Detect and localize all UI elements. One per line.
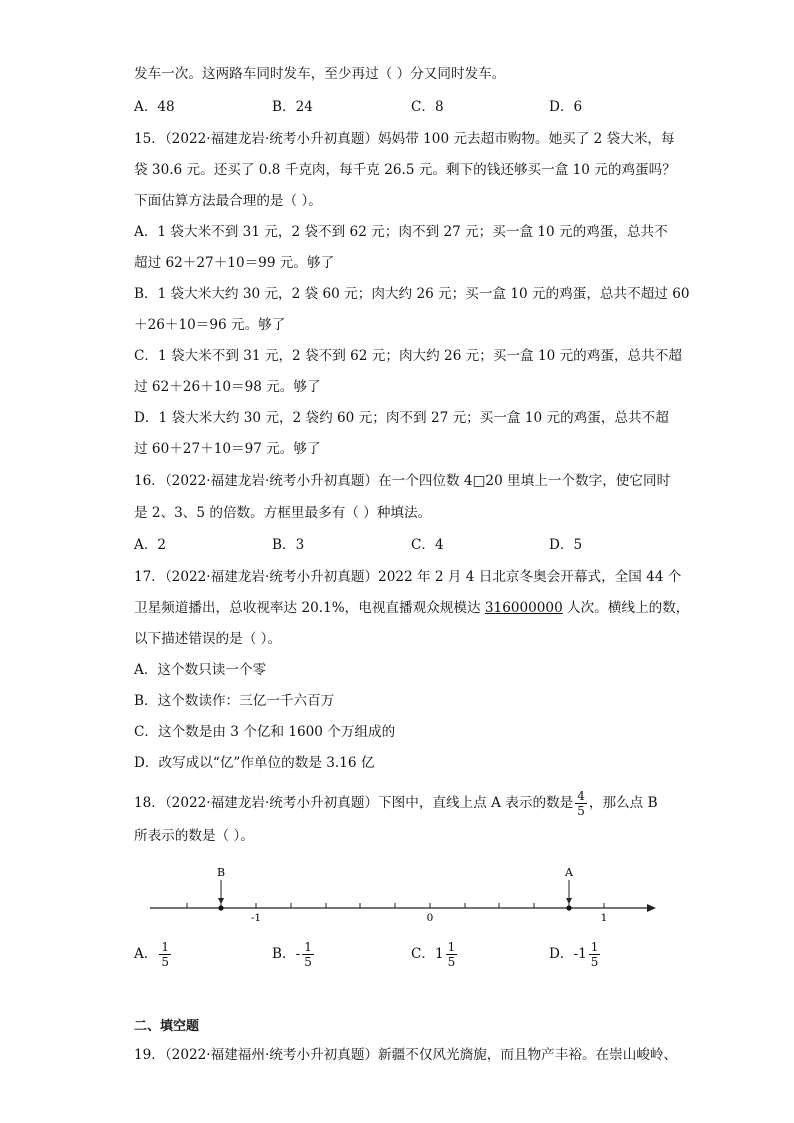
q17-text-line3: 以下描述错误的是（ ）。	[134, 631, 282, 647]
q18-text-line2: 所表示的数是（ ）。	[134, 828, 254, 844]
q17-option-b: B．这个数读作：三亿一千六百万	[134, 693, 335, 709]
q15-text-line1: 15．（2022·福建龙岩·统考小升初真题）妈妈带 100 元去超市购物。她买了 2 袋大米，每	[134, 131, 675, 147]
q15-text-line2: 袋 30.6 元。还买了 0.8 千克肉，每千克 26.5 元。剩下的钱还够买一盒 10 元的鸡蛋吗？	[134, 162, 676, 178]
q15-text-line3: 下面估算方法最合理的是（ ）。	[134, 193, 322, 209]
q17-option-d: D．改写成以“亿”作单位的数是 3.16 亿	[134, 755, 375, 771]
q14-option-c: C．8	[411, 99, 444, 115]
q15-option-c-line1: C．1 袋大米不到 31 元，2 袋不到 62 元；肉大约 26 元；买一盒 10 元的鸡蛋，总共不超	[134, 348, 682, 364]
q16-text-line2: 是 2、3、5 的倍数。方框里最多有（ ）种填法。	[134, 505, 432, 521]
point-b-arrowhead	[218, 898, 224, 904]
q14-option-d: D．6	[549, 99, 583, 115]
q18-option-d-numerator: 1	[590, 940, 599, 954]
q17-option-c: C．这个数是由 3 个亿和 1600 个万组成的	[134, 724, 396, 740]
q15-option-c-line2: 过 62＋26＋10＝98 元。够了	[134, 379, 321, 395]
q18-option-a-fraction	[159, 940, 171, 969]
q16-text-line1: 16．（2022·福建龙岩·统考小升初真题）在一个四位数 4□20 里填上一个数字，使它同时	[134, 473, 671, 489]
q18-fraction-a-numerator: 4	[577, 789, 585, 803]
q15-option-b-line1: B．1 袋大米大约 30 元，2 袋 60 元；肉大约 26 元；买一盒 10 元的鸡蛋，总共不超过 60	[134, 286, 690, 302]
q15-option-d-line2: 过 60＋27＋10＝97 元。够了	[134, 441, 321, 457]
q18-text-line1b: ，那么点 B	[588, 795, 658, 811]
q16-option-d: D．5	[549, 537, 583, 553]
q18-fraction-a	[575, 789, 587, 818]
point-b-dot	[218, 905, 223, 910]
q18-option-b-fraction	[302, 940, 314, 969]
q18-option-c	[411, 940, 459, 969]
q18-option-a-denominator: 5	[161, 955, 170, 969]
q18-option-a	[134, 940, 173, 969]
q14-option-b: B．24	[272, 99, 313, 115]
q17-text-line1: 17．（2022·福建龙岩·统考小升初真题）2022 年 2 月 4 日北京冬奥会开幕式，全国 44 个	[134, 569, 682, 585]
q18-option-c-denominator: 5	[447, 955, 456, 969]
number-line-figure	[0, 860, 794, 930]
q17-text-line2b: 人次。横线上的数，	[562, 600, 690, 616]
point-a-dot	[566, 905, 571, 910]
q17-option-a: A．这个数只读一个零	[134, 662, 267, 678]
tick-label-0: 0	[426, 912, 434, 924]
q17-text-line2	[134, 598, 689, 618]
point-a-label: A	[565, 866, 573, 879]
q18-text-line1a: 18．（2022·福建龙岩·统考小升初真题）下图中，直线上点 A 表示的数是	[134, 795, 574, 811]
q19-text-line1: 19．（2022·福建福州·统考小升初真题）新疆不仅风光旖旎，而且物产丰裕。在崇山峻岭、	[134, 1047, 678, 1063]
q16-option-b: B．3	[272, 537, 305, 553]
tick-label-1: 1	[600, 912, 608, 924]
q15-option-a-line1: A．1 袋大米不到 31 元，2 袋不到 62 元；肉不到 27 元；买一盒 10 元的鸡蛋，总共不	[134, 224, 668, 240]
q18-option-d-denominator: 5	[590, 955, 599, 969]
point-b-label: B	[216, 866, 226, 879]
q18-option-d	[549, 940, 602, 969]
section-title: 二、填空题	[134, 1019, 200, 1034]
q14-option-a: A．48	[134, 99, 175, 115]
q18-option-d-prefix: D．-1	[549, 946, 587, 962]
q18-option-b	[272, 940, 316, 969]
q17-text-line2a: 卫星频道播出，总收视率达 20.1%，电视直播观众规模达	[134, 600, 485, 616]
q16-option-a: A．2	[134, 537, 167, 553]
q18-option-b-numerator: 1	[304, 940, 312, 954]
q15-option-b-line2: ＋26＋10＝96 元。够了	[134, 317, 286, 333]
q18-option-b-denominator: 5	[304, 955, 312, 969]
q18-option-c-prefix: C．1	[411, 946, 444, 962]
point-a-arrowhead	[566, 898, 572, 904]
q18-option-c-numerator: 1	[447, 940, 456, 954]
q18-option-b-prefix: B．-	[272, 946, 301, 962]
q18-option-a-prefix: A．	[134, 946, 158, 962]
q16-option-c: C．4	[411, 537, 444, 553]
q18-option-a-numerator: 1	[161, 940, 170, 954]
number-line-arrowhead	[647, 904, 656, 912]
q17-underlined-number: 316000000	[484, 600, 563, 616]
q18-fraction-a-denominator: 5	[577, 804, 585, 818]
q15-option-d-line1: D．1 袋大米大约 30 元，2 袋约 60 元；肉不到 27 元；买一盒 10 元的鸡蛋，总共不超	[134, 410, 669, 426]
q15-option-a-line2: 超过 62＋27＋10＝99 元。够了	[134, 255, 335, 271]
q18-option-d-fraction	[589, 940, 601, 969]
q14-text: 发车一次。这两路车同时发车，至少再过（ ）分又同时发车。	[134, 66, 506, 82]
q18-option-c-fraction	[446, 940, 458, 969]
q18-text-line1	[134, 789, 658, 818]
tick-label-minus-1: -1	[250, 912, 262, 924]
